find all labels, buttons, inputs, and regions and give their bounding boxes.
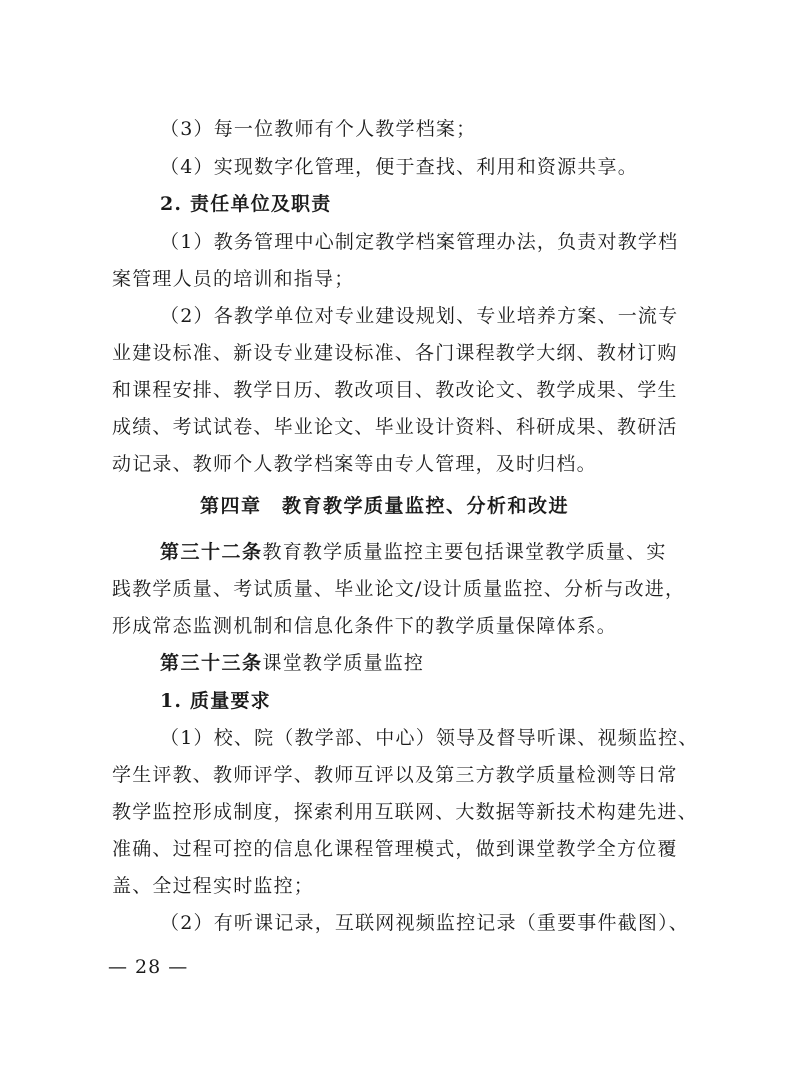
paragraph-line: 案管理人员的培训和指导； — [112, 268, 355, 290]
paragraph-line: 教学监控形成制度，探索利用互联网、大数据等新技术构建先进、 — [112, 801, 698, 823]
article-number: 第三十二条 — [160, 541, 263, 563]
paragraph-line: 形成常态监测机制和信息化条件下的教学质量保障体系。 — [112, 615, 618, 637]
paragraph-line: 盖、全过程实时监控； — [112, 875, 315, 897]
paragraph-line: （1）校、院（教学部、中心）领导及督导听课、视频监控、 — [160, 727, 699, 749]
paragraph-line: 成绩、考试试卷、毕业论文、毕业设计资料、科研成果、教研活 — [112, 416, 678, 438]
section-heading: 1. 质量要求 — [160, 690, 271, 712]
paragraph-line: 动记录、教师个人教学档案等由专人管理，及时归档。 — [112, 453, 597, 475]
paragraph-line: （3）每一位教师有个人教学档案； — [160, 118, 477, 140]
section-heading: 2. 责任单位及职责 — [160, 193, 332, 215]
paragraph-line: 业建设标准、新设专业建设标准、各门课程教学大纲、教材订购 — [112, 342, 678, 364]
article-text: 教育教学质量监控主要包括课堂教学质量、实 — [262, 541, 667, 563]
article-line — [0, 646, 794, 680]
paragraph-line: （2）各教学单位对专业建设规划、专业培养方案、一流专 — [160, 305, 679, 327]
paragraph-line: （4）实现数字化管理，便于查找、利用和资源共享。 — [160, 156, 638, 178]
article-text: 课堂教学质量监控 — [262, 652, 425, 674]
paragraph-line: 和课程安排、教学日历、教改项目、教改论文、教学成果、学生 — [112, 379, 678, 401]
page-number: — 28 — — [108, 956, 189, 978]
chapter-heading: 第四章 教育教学质量监控、分析和改进 — [200, 495, 570, 517]
paragraph-line: （1）教务管理中心制定教学档案管理办法，负责对教学档 — [160, 231, 679, 253]
paragraph-line: （2）有听课记录，互联网视频监控记录（重要事件截图）、 — [160, 912, 689, 934]
article-number: 第三十三条 — [160, 652, 263, 674]
paragraph-line: 践教学质量、考试质量、毕业论文/设计质量监控、分析与改进， — [112, 578, 686, 600]
article-line — [0, 535, 794, 569]
paragraph-line: 准确、过程可控的信息化课程管理模式，做到课堂教学全方位覆 — [112, 838, 678, 860]
paragraph-line: 学生评教、教师评学、教师互评以及第三方教学质量检测等日常 — [112, 764, 678, 786]
